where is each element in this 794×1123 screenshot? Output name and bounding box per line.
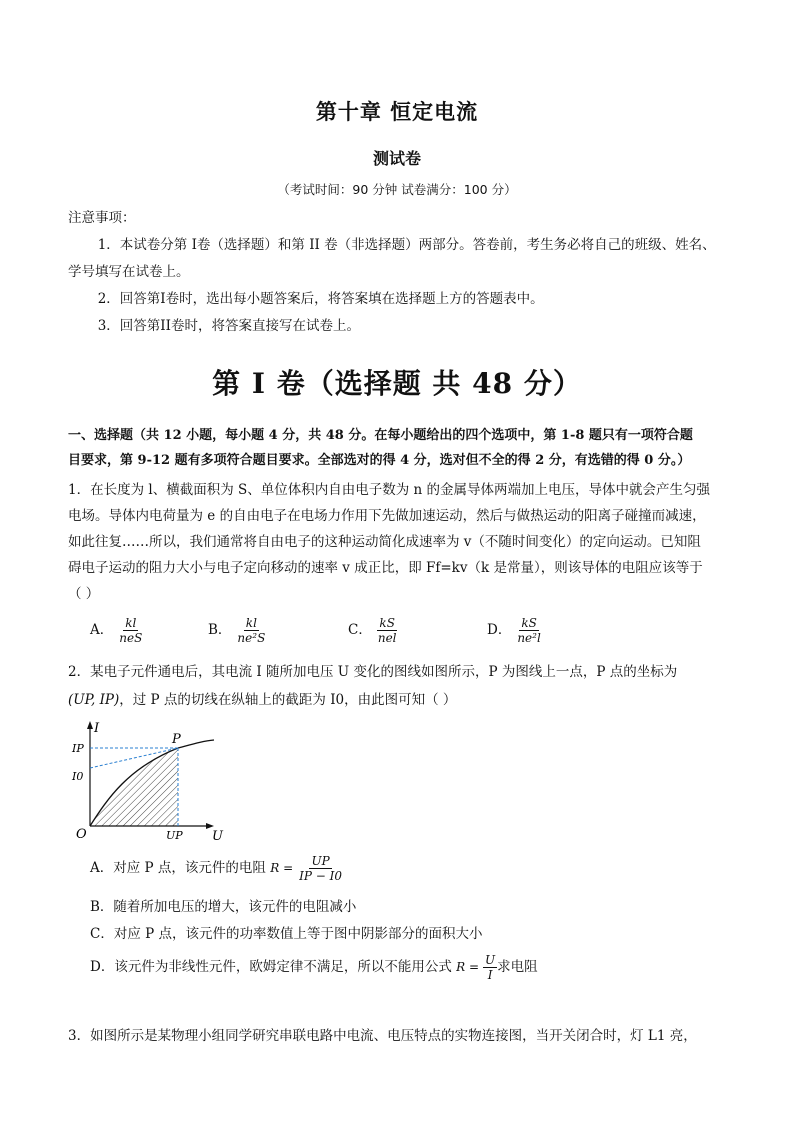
q2-graph-label-o: O <box>76 827 87 842</box>
q2-option-d-tail: 求电阻 <box>497 959 538 975</box>
q1-option-b-den: ne²S <box>237 631 266 645</box>
section-1-instructions-line-1: 一、选择题（共 12 小题，每小题 4 分，共 48 分。在每小题给出的四个选项中，第 1-8 题只有一项符合题 <box>68 428 693 443</box>
q2-line-2 <box>68 688 456 713</box>
q2-graph-label-p: P <box>172 732 181 747</box>
q3-line-1: 3．如图所示是某物理小组同学研究串联电路中电流、电压特点的实物连接图，当开关闭合时，灯 L1 亮， <box>68 1028 697 1044</box>
q1-option-c-num: kS <box>379 616 395 630</box>
exam-meta: （考试时间：90 分钟 试卷满分：100 分） <box>277 182 517 197</box>
q1-option-d-den: ne²l <box>517 631 541 645</box>
q1-line-4: 碍电子运动的阻力大小与电子定向移动的速率 v 成正比，即 Ff=kv（k 是常量），则该导体的电阻应该等于 <box>68 560 703 576</box>
section-1-instructions-line-2: 目要求，第 9-12 题有多项符合题目要求。全部选对的得 4 分，选对但不全的得 2 分，有选错的得 0 分。） <box>68 453 691 468</box>
q2-option-a-den: IP − I0 <box>299 869 342 883</box>
q1-option-c[interactable] <box>348 616 399 645</box>
q1-option-d-label: D． <box>487 622 512 638</box>
part-1-title: 第 I 卷（选择题 共 48 分） <box>212 367 582 400</box>
q2-graph-label-u: U <box>212 829 223 843</box>
page-subtitle: 测试卷 <box>372 149 421 168</box>
q2-line-2-tail: ，过 P 点的切线在纵轴上的截距为 I0，由此图可知（ ） <box>119 692 457 708</box>
q2-option-c[interactable]: C．对应 P 点，该元件的功率数值上等于图中阴影部分的面积大小 <box>90 926 483 942</box>
q2-option-d[interactable] <box>90 952 538 982</box>
q2-coordinate: (UP, IP) <box>68 692 120 708</box>
q1-option-d[interactable] <box>487 616 543 645</box>
q2-option-a-text: A．对应 P 点，该元件的电阻 <box>90 860 266 876</box>
q1-option-a-den: neS <box>119 631 143 645</box>
q1-line-3: 如此往复……所以，我们通常将自由电子的这种运动简化成速率为 v（不随时间变化）的定向运动。已知阻 <box>68 534 701 550</box>
chapter-title: 第十章 恒定电流 <box>315 99 479 124</box>
q1-option-c-label: C． <box>348 622 372 638</box>
q1-line-5: （ ） <box>68 586 100 602</box>
q2-graph-label-ip: IP <box>72 742 84 755</box>
q1-option-a[interactable] <box>90 616 144 645</box>
q1-option-d-num: kS <box>521 616 537 630</box>
q1-line-1: 1．在长度为 l、横截面积为 S、单位体积内自由电子数为 n 的金属导体两端加上电压，导体中就会产生匀强 <box>68 482 711 498</box>
q2-option-b[interactable]: B．随着所加电压的增大，该元件的电阻减小 <box>90 899 357 915</box>
q2-option-a-lhs: R = <box>270 861 294 875</box>
notice-item-2: 2．回答第I卷时，选出每小题答案后，将答案填在选择题上方的答题表中。 <box>97 291 544 307</box>
q1-option-a-num: kl <box>125 616 137 630</box>
q2-option-d-num: U <box>485 953 496 967</box>
q1-option-b-label: B． <box>208 622 232 638</box>
notice-item-3: 3．回答第II卷时，将答案直接写在试卷上。 <box>97 318 360 334</box>
q2-iu-graph <box>68 718 238 843</box>
q1-option-c-den: nel <box>377 631 397 645</box>
q2-option-d-den: I <box>487 968 493 982</box>
q1-option-a-label: A． <box>90 622 114 638</box>
q2-option-d-lhs: R = <box>456 960 480 974</box>
q2-graph-label-i: I <box>94 721 100 736</box>
notice-item-1: 1．本试卷分第 I卷（选择题）和第 II 卷（非选择题）两部分。答卷前，考生务必将自己的班级、姓名、学号填写在试卷上。 <box>68 237 716 280</box>
q1-option-b[interactable] <box>208 616 267 645</box>
q2-graph-label-up: UP <box>166 829 183 842</box>
q2-graph-y-arrow-icon <box>87 721 93 729</box>
q2-option-a-num: UP <box>311 854 330 868</box>
q2-graph-shaded-area <box>90 748 178 826</box>
q1-line-2: 电场。导体内电荷量为 e 的自由电子在电场力作用下先做加速运动，然后与做热运动的阳离子碰撞而减速， <box>68 508 706 524</box>
notice-heading: 注意事项： <box>68 210 136 226</box>
q1-option-b-num: kl <box>245 616 257 630</box>
q2-option-d-text: D．该元件为非线性元件，欧姆定律不满足，所以不能用公式 <box>90 959 452 975</box>
q2-option-a[interactable] <box>90 853 344 883</box>
q2-line-1: 2．某电子元件通电后，其电流 I 随所加电压 U 变化的图线如图所示，P 为图线上一点，P 点的坐标为 <box>68 664 678 680</box>
q2-graph-label-i0: I0 <box>72 770 84 783</box>
